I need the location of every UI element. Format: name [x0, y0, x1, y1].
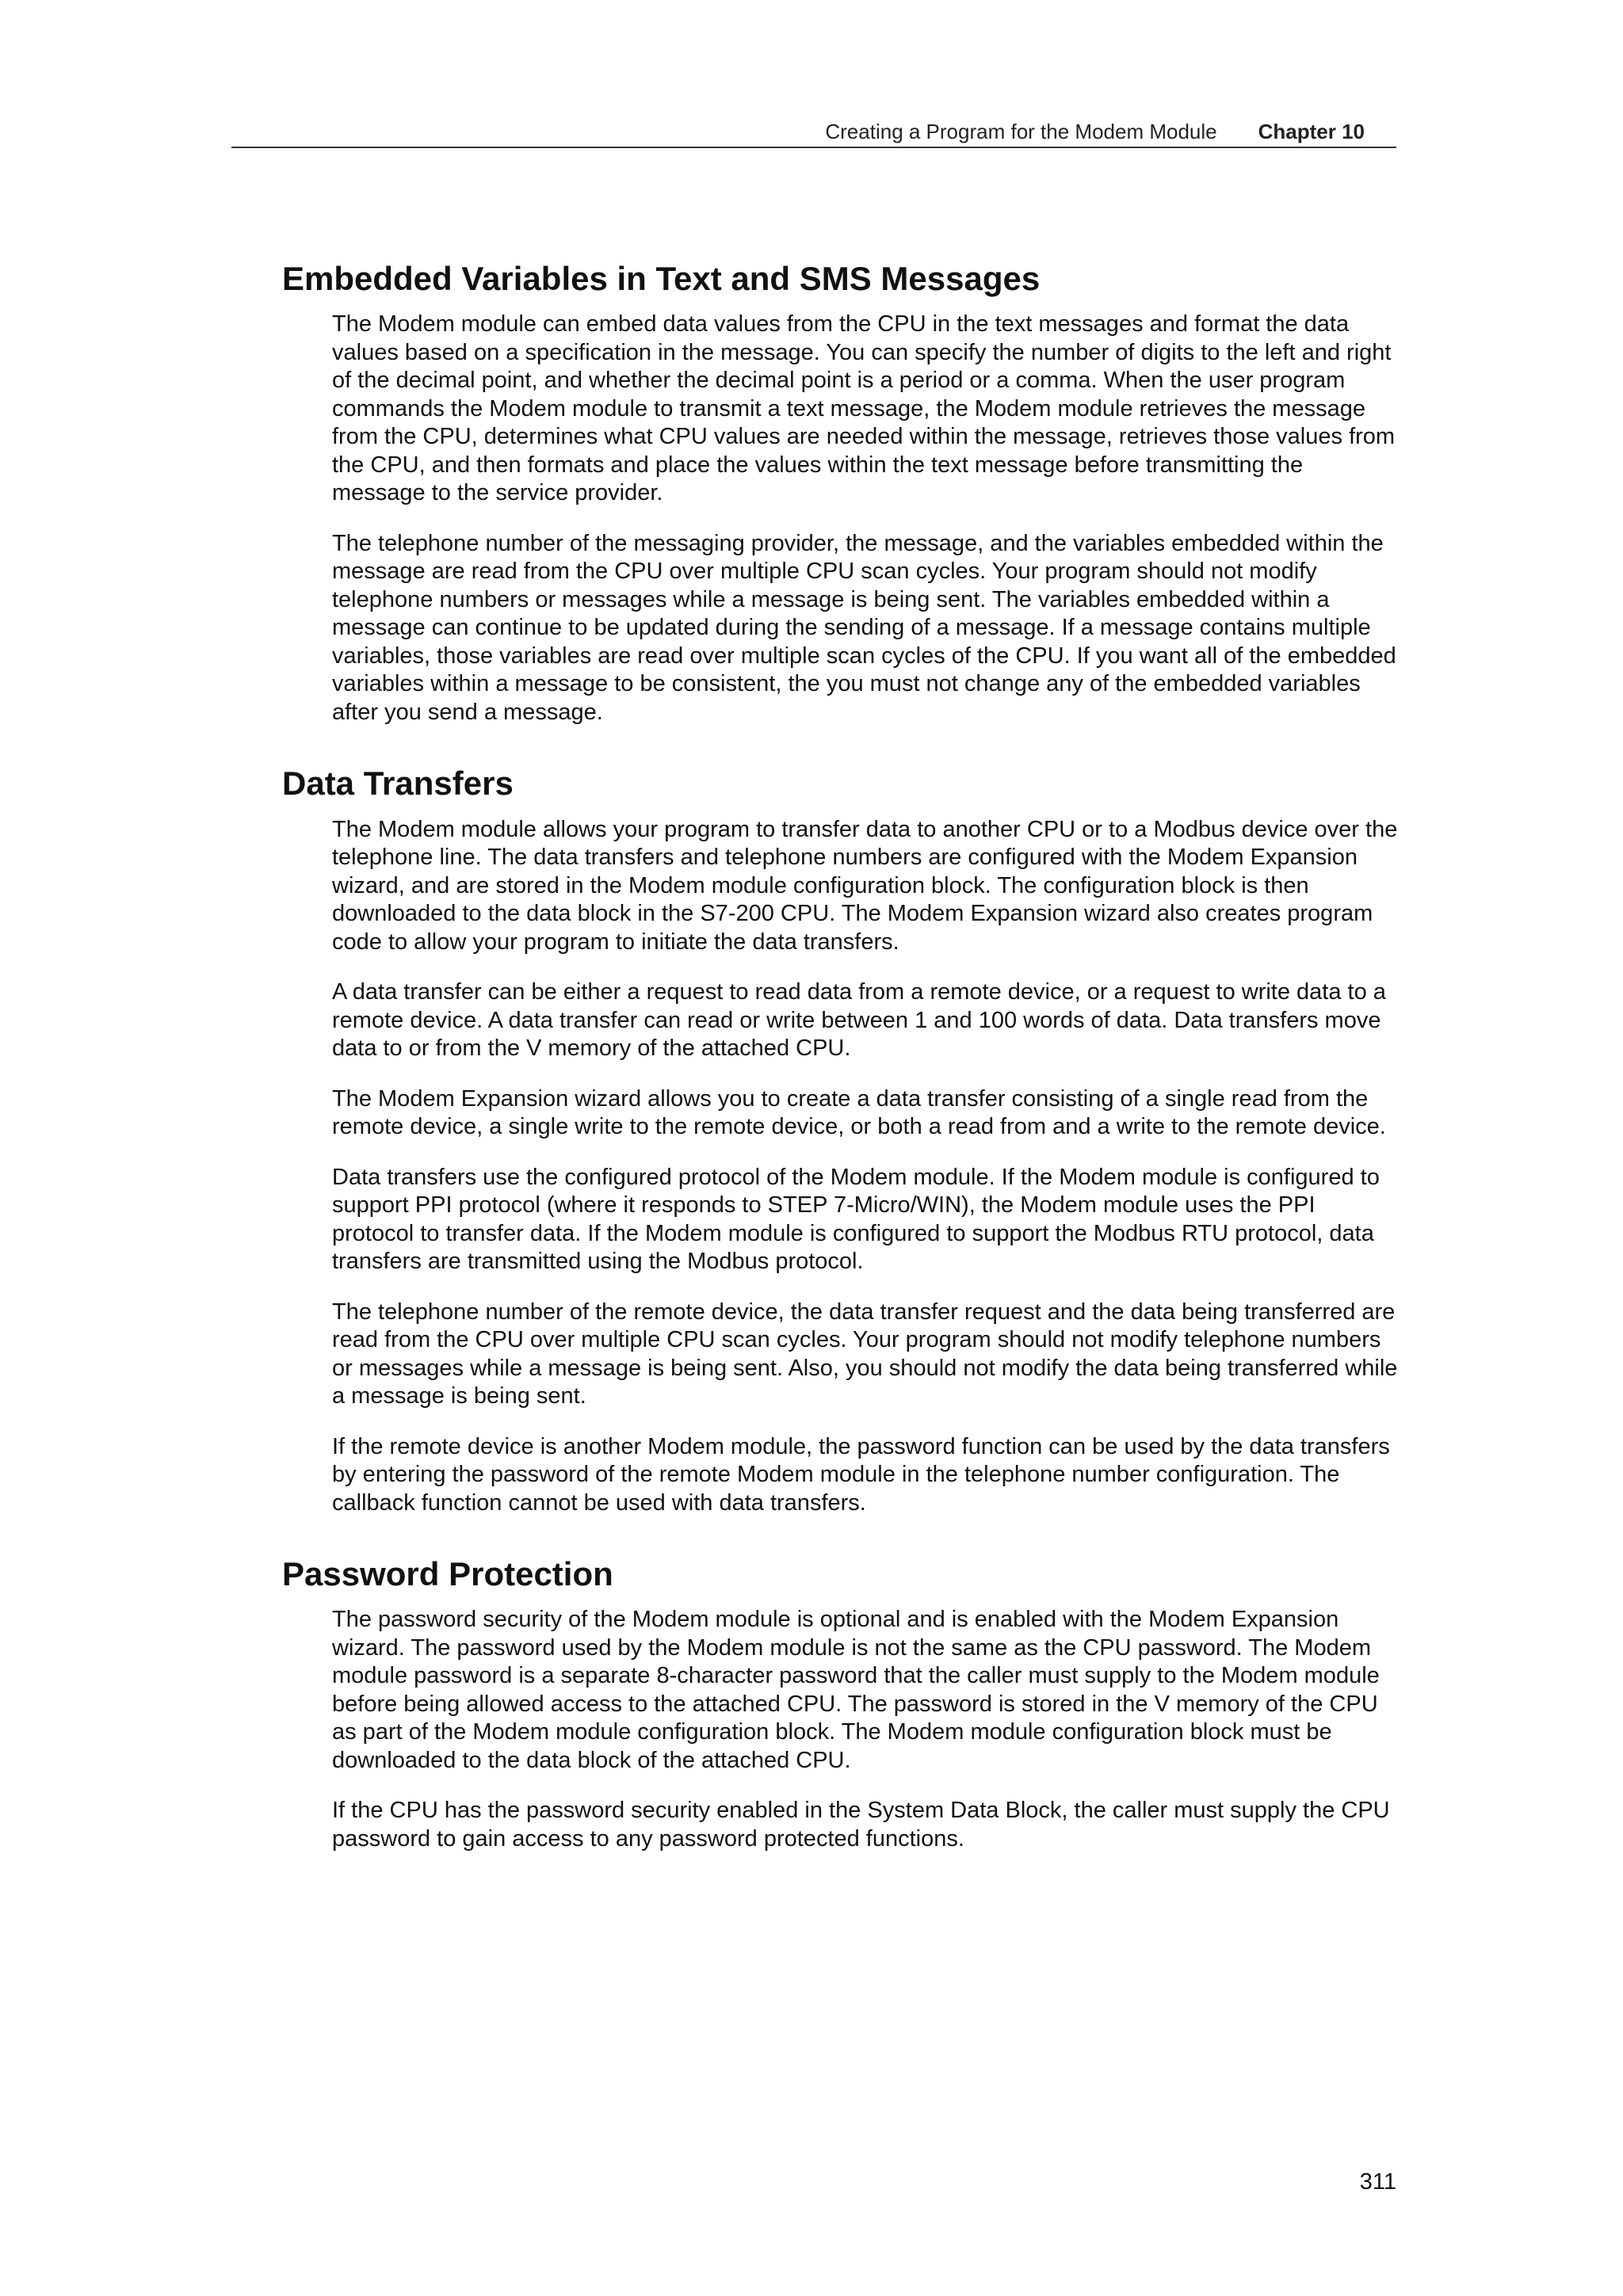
- section-embedded-variables: [282, 260, 1400, 727]
- running-header-section-title: Creating a Program for the Modem Module: [825, 119, 1217, 143]
- section-password-protection: [282, 1555, 1400, 1853]
- paragraph: The password security of the Modem module is optional and is enabled with the Modem Expansion wizard. The password used by the Modem module is not the same as the CPU password. The Modem module password is a separate 8-character password that the caller must supply to the Modem module before being allowed access to the attached CPU. The password is stored in the V memory of the CPU as part of the Modem module configuration block. The Modem module configuration block must be downloaded to the data block of the attached CPU.: [332, 1607, 1380, 1773]
- paragraph: Data transfers use the configured protocol of the Modem module. If the Modem module is configured to support PPI protocol (where it responds to STEP 7-Micro/WIN), the Modem module uses the PPI protocol to transfer data. If the Modem module is configured to support the Modbus RTU protocol, data transfers are transmitted using the Modbus protocol.: [332, 1164, 1380, 1275]
- section-heading: Password Protection: [282, 1555, 613, 1593]
- running-header: [231, 117, 1396, 146]
- header-rule: [231, 147, 1396, 148]
- section-heading: Embedded Variables in Text and SMS Messages: [282, 260, 1041, 297]
- page-number: 311: [1359, 2169, 1396, 2195]
- paragraph: The Modem Expansion wizard allows you to create a data transfer consisting of a single read from the remote device, a single write to the remote device, or both a read from and a write to the remote device.: [332, 1085, 1386, 1140]
- section-heading: Data Transfers: [282, 765, 514, 803]
- section-data-transfers: [282, 765, 1400, 1517]
- paragraph: The telephone number of the remote device, the data transfer request and the data being transferred are read from the CPU over multiple CPU scan cycles. Your program should not modify telephone numbers or messages while a message is being sent. Also, you should not modify the data being transferred while a message is being sent.: [332, 1299, 1398, 1409]
- page-content: [282, 260, 1400, 1891]
- running-header-chapter: Chapter 10: [1258, 119, 1365, 143]
- paragraph: If the CPU has the password security enabled in the System Data Block, the caller must supply the CPU password to gain access to any password protected functions.: [332, 1798, 1390, 1852]
- paragraph: The telephone number of the messaging provider, the message, and the variables embedded within the message are read from the CPU over multiple CPU scan cycles. Your program should not modify telephone numbers or messages while a message is being sent. The variables embedded within a message can continue to be updated during the sending of a message. If a message contains multiple variables, those variables are read over multiple scan cycles of the CPU. If you want all of the embedded variables within a message to be consistent, the you must not change any of the embedded variables after you send a message.: [332, 530, 1396, 725]
- paragraph: If the remote device is another Modem module, the password function can be used by the data transfers by entering the password of the remote Modem module in the telephone number configuration. The callback function cannot be used with data transfers.: [332, 1433, 1390, 1516]
- paragraph: A data transfer can be either a request to read data from a remote device, or a request to write data to a remote device. A data transfer can read or write between 1 and 100 words of data. Data transfers move data to or from the V memory of the attached CPU.: [332, 979, 1386, 1062]
- paragraph: The Modem module allows your program to transfer data to another CPU or to a Modbus device over the telephone line. The data transfers and telephone numbers are configured with the Modem Expansion wizard, and are stored in the Modem module configuration block. The configuration block is then downloaded to the data block in the S7-200 CPU. The Modem Expansion wizard also creates program code to allow your program to initiate the data transfers.: [332, 816, 1398, 955]
- paragraph: The Modem module can embed data values from the CPU in the text messages and format the data values based on a specification in the message. You can specify the number of digits to the left and right of the decimal point, and whether the decimal point is a period or a comma. When the user program commands the Modem module to transmit a text message, the Modem module retrieves the message from the CPU, determines what CPU values are needed within the message, retrieves those values from the CPU, and then formats and place the values within the text message before transmitting the message to the service provider.: [332, 311, 1396, 506]
